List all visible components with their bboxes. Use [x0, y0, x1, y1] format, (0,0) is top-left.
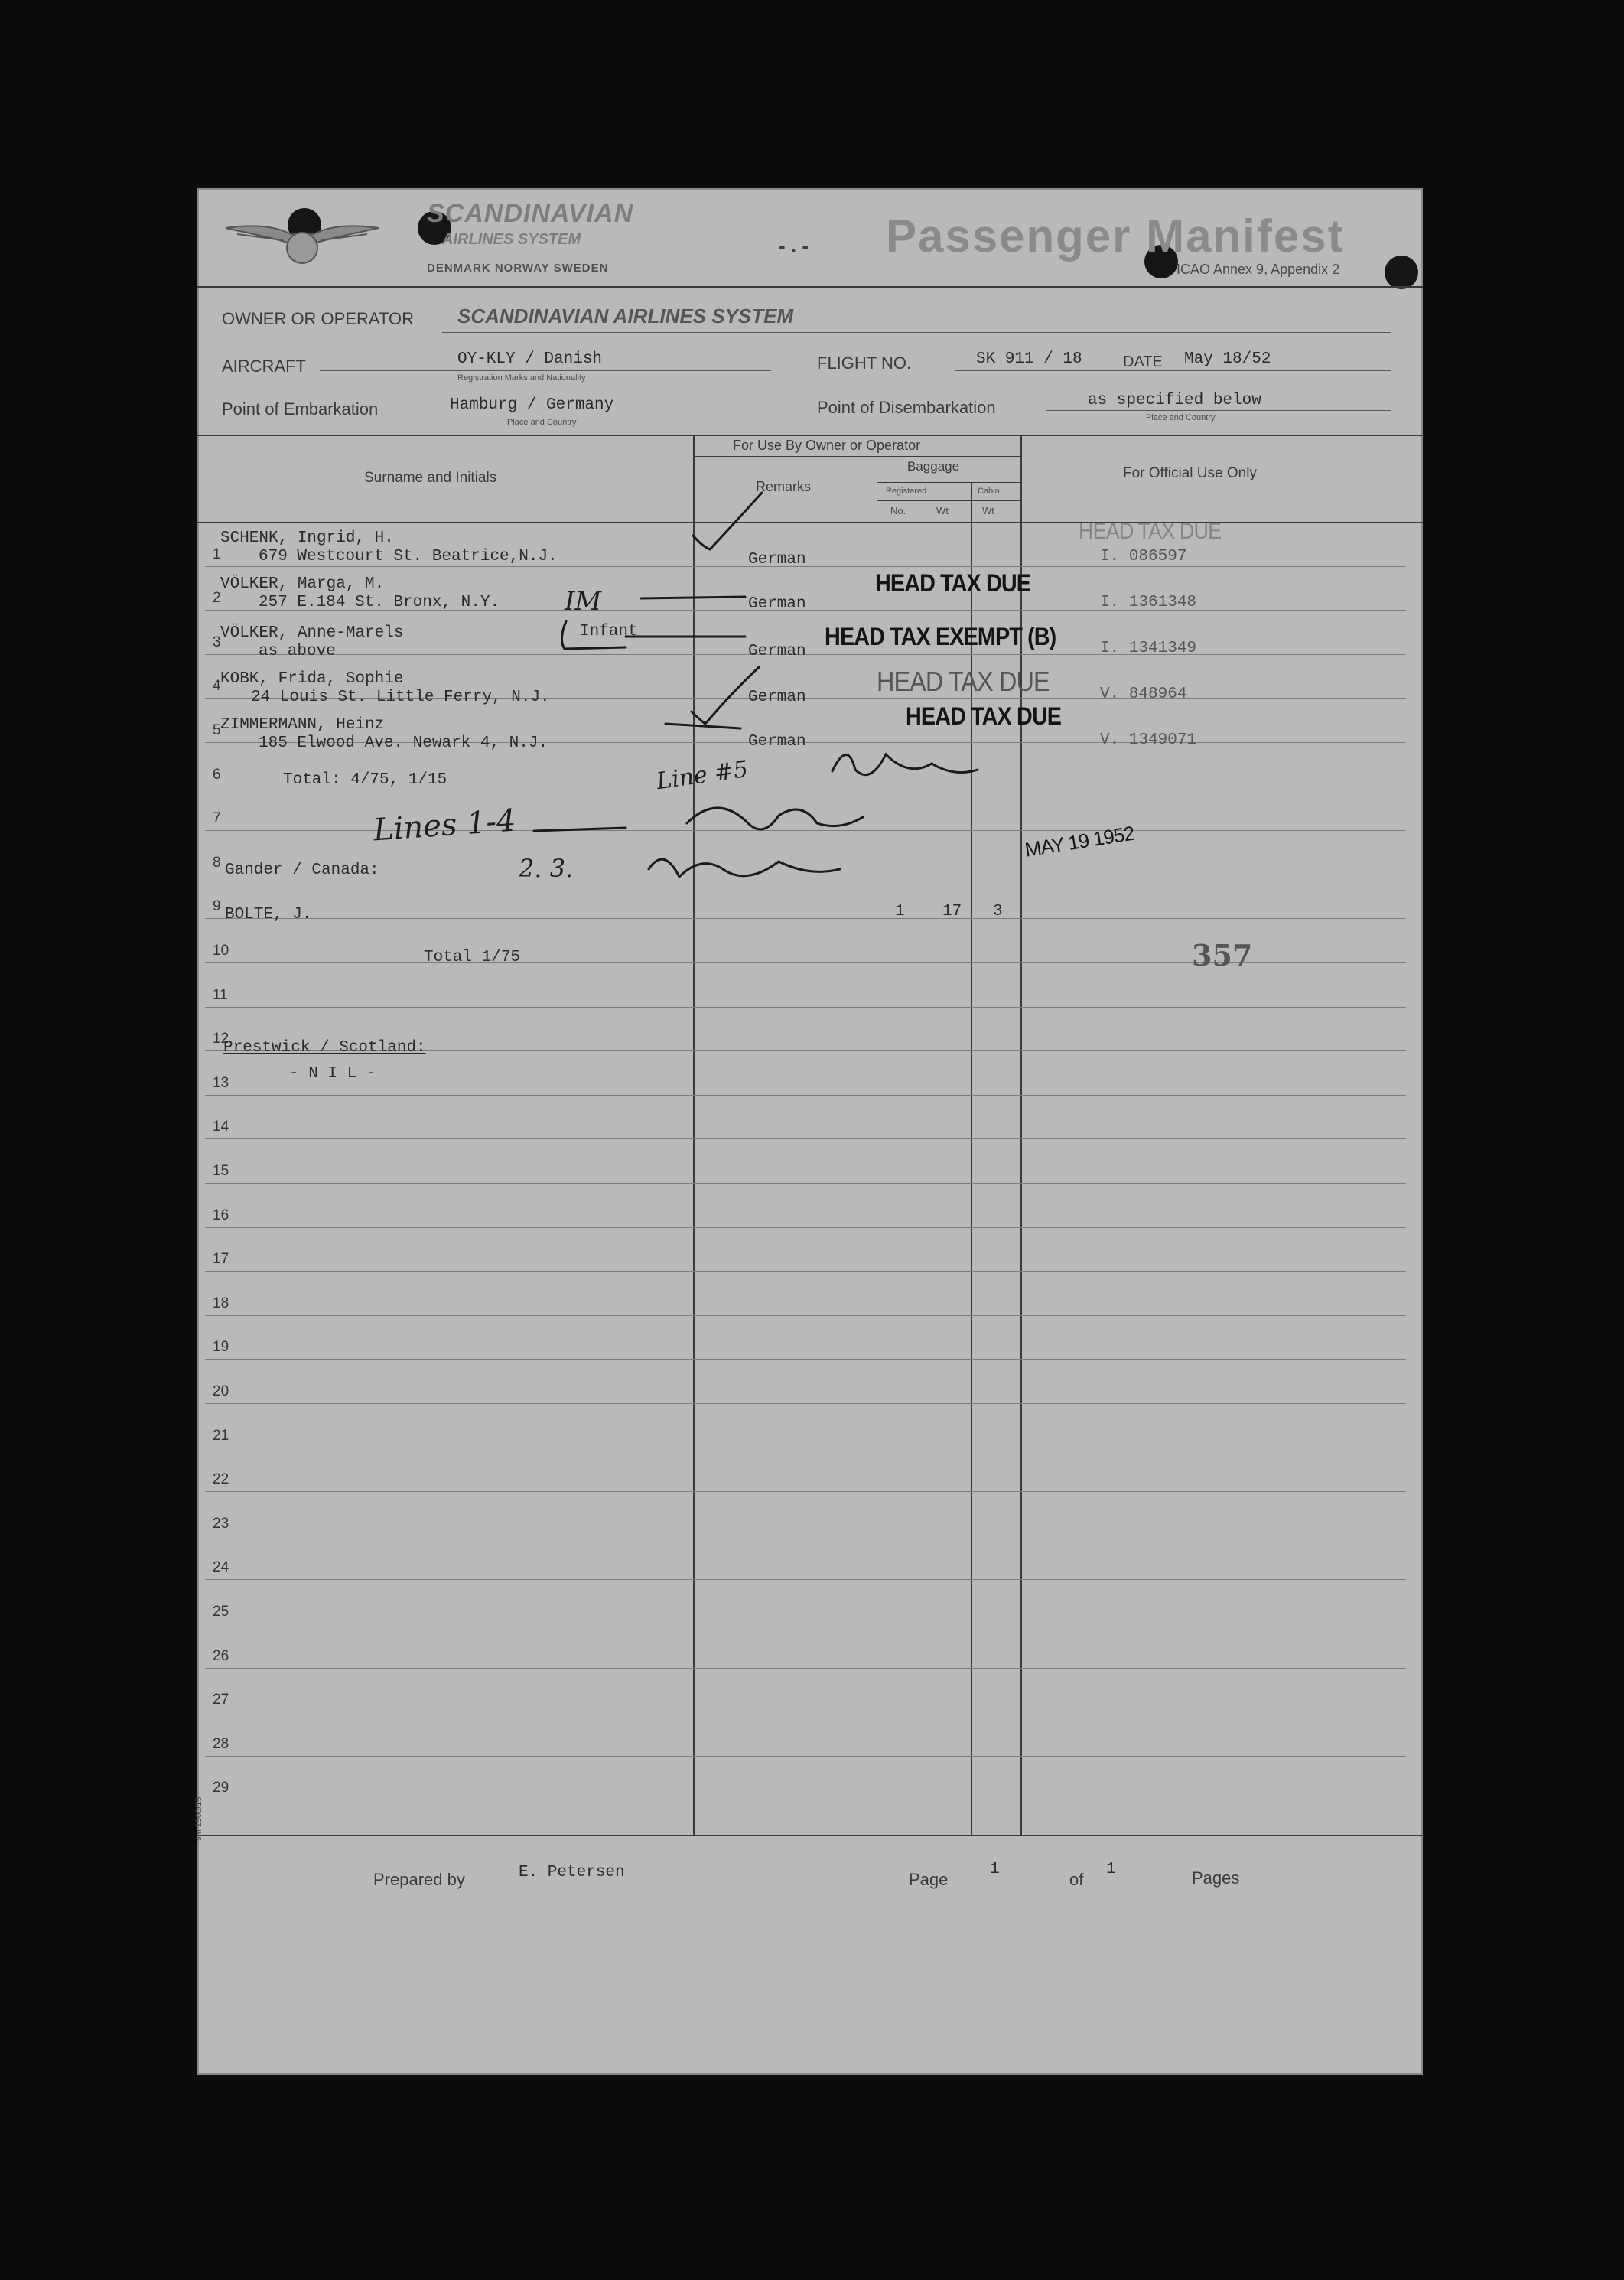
stamp-head-tax-faint: HEAD TAX DUE: [1079, 519, 1222, 544]
airline-subtitle: AIRLINES SYSTEM: [442, 231, 581, 248]
row-number: 17: [213, 1251, 229, 1267]
prepared-by-label: Prepared by: [373, 1870, 465, 1889]
passenger-1-remarks: German: [748, 551, 806, 568]
embarkation-caption: Place and Country: [507, 418, 577, 427]
passenger-4-name: KOBK, Frida, Sophie: [220, 670, 404, 688]
aircraft-caption: Registration Marks and Nationality: [457, 373, 586, 383]
row-rule: [205, 1403, 1406, 1404]
date-label: DATE: [1123, 353, 1163, 370]
row-rule: [205, 1668, 1406, 1669]
row-number: 4: [213, 678, 221, 694]
manifest-sheet: [194, 188, 1423, 2075]
passenger-3-name: VÖLKER, Anne-Marels: [220, 624, 404, 642]
row-rule: [205, 1359, 1406, 1360]
row-number: 10: [213, 943, 229, 959]
row-number: 6: [213, 767, 221, 783]
disembarkation-caption: Place and Country: [1146, 413, 1216, 422]
stamp-head-tax-exempt: HEAD TAX EXEMPT (B): [825, 623, 1056, 650]
document-number: 357: [1192, 938, 1253, 972]
col-cabin-wt: Wt: [982, 505, 994, 516]
row-number: 24: [213, 1559, 229, 1575]
total-line-2: Total 1/75: [424, 949, 521, 966]
col-remarks: Remarks: [756, 479, 812, 494]
passenger-4-official: V. 848964: [1100, 686, 1187, 703]
handwritten-ink-marks: [197, 188, 1423, 1030]
row-number: 13: [213, 1075, 229, 1091]
handwritten-lines1-4: Lines 1-4: [372, 803, 517, 848]
page-value: 1: [990, 1861, 1000, 1878]
row-rule: [205, 1227, 1406, 1228]
aircraft-label: AIRCRAFT: [222, 357, 306, 376]
nil-entry: - N I L -: [289, 1065, 376, 1083]
disembarkation-value: as specified below: [1088, 392, 1261, 409]
stamp-date: MAY 19 1952: [1023, 821, 1136, 862]
date-value: May 18/52: [1184, 350, 1271, 368]
passenger-3-official: I. 1341349: [1100, 640, 1197, 657]
operator-value: SCANDINAVIAN AIRLINES SYSTEM: [457, 305, 794, 327]
bolte-bag-wt: 17: [942, 903, 962, 920]
col-cabin: Cabin: [978, 487, 1000, 496]
row-rule: [205, 1095, 1406, 1096]
gander-heading: Gander / Canada:: [225, 862, 379, 879]
passenger-2-address: 257 E.184 St. Bronx, N.Y.: [259, 594, 500, 611]
bolte-bag-no: 1: [895, 903, 905, 920]
row-number: 23: [213, 1516, 229, 1532]
row-rule: [205, 1183, 1406, 1184]
passenger-3-remarks: German: [748, 643, 806, 660]
col-surname: Surname and Initials: [364, 470, 497, 486]
handwritten-im: IM: [565, 586, 602, 617]
page-label: Page: [909, 1870, 949, 1889]
row-number: 29: [213, 1780, 229, 1796]
row-number: 27: [213, 1692, 229, 1708]
stamp-head-tax-due-3: HEAD TAX DUE: [906, 702, 1062, 730]
form-code: sm 1500/15: [194, 1796, 203, 1841]
row-number: 16: [213, 1207, 229, 1223]
page-title: Passenger Manifest: [886, 210, 1345, 262]
passenger-1-official: I. 086597: [1100, 548, 1187, 565]
row-number: 7: [213, 810, 221, 826]
row-rule: [205, 1315, 1406, 1316]
row-rule: [205, 1271, 1406, 1272]
passenger-4-remarks: German: [748, 689, 806, 706]
row-number: 5: [213, 722, 221, 738]
row-number: 15: [213, 1163, 229, 1179]
passenger-2-remarks: German: [748, 595, 806, 613]
operator-label: OWNER OR OPERATOR: [222, 309, 414, 328]
disembarkation-label: Point of Disembarkation: [817, 398, 996, 417]
passenger-3-address: as above: [259, 643, 336, 660]
row-number: 21: [213, 1428, 229, 1444]
bolte-name: BOLTE, J.: [225, 906, 312, 923]
row-number: 1: [213, 546, 221, 562]
row-number: 20: [213, 1383, 229, 1399]
passenger-1-name: SCHENK, Ingrid, H.: [220, 529, 394, 547]
col-wt: Wt: [936, 505, 949, 516]
bolte-cabin-wt: 3: [993, 903, 1003, 920]
handwritten-lines2-3: 2. 3.: [519, 854, 574, 883]
stamp-head-tax-due-1: HEAD TAX DUE: [875, 569, 1031, 597]
passenger-5-remarks: German: [748, 733, 806, 751]
pages-label: Pages: [1192, 1868, 1240, 1888]
passenger-5-address: 185 Elwood Ave. Newark 4, N.J.: [259, 734, 548, 752]
col-official: For Official Use Only: [1123, 465, 1257, 481]
col-owner-use: For Use By Owner or Operator: [733, 438, 921, 453]
passenger-2-official: I. 1361348: [1100, 594, 1197, 611]
total-line-1: Total: 4/75, 1/15: [283, 771, 447, 789]
flight-value: SK 911 / 18: [976, 350, 1082, 368]
col-no: No.: [890, 505, 906, 516]
col-baggage: Baggage: [907, 459, 960, 474]
header-dots: - . -: [779, 234, 809, 257]
passenger-2-name: VÖLKER, Marga, M.: [220, 575, 385, 593]
row-number: 14: [213, 1119, 229, 1135]
stamp-head-tax-due-2: HEAD TAX DUE: [877, 666, 1050, 697]
col-registered: Registered: [886, 487, 927, 496]
row-number: 22: [213, 1471, 229, 1487]
embarkation-label: Point of Embarkation: [222, 399, 379, 419]
row-number: 3: [213, 634, 221, 650]
passenger-5-official: V. 1349071: [1100, 731, 1197, 749]
row-rule: [205, 1579, 1406, 1580]
prestwick-heading: Prestwick / Scotland:: [223, 1039, 426, 1057]
passenger-1-address: 679 Westcourt St. Beatrice,N.J.: [259, 548, 558, 565]
airline-countries: DENMARK NORWAY SWEDEN: [427, 262, 609, 275]
row-number: 9: [213, 898, 221, 914]
row-number: 19: [213, 1339, 229, 1355]
passenger-5-name: ZIMMERMANN, Heinz: [220, 716, 385, 734]
passenger-3-note: Infant: [580, 623, 638, 640]
airline-name: SCANDINAVIAN: [427, 199, 634, 228]
aircraft-value: OY-KLY / Danish: [457, 350, 603, 368]
row-number: 12: [213, 1031, 229, 1047]
row-number: 28: [213, 1736, 229, 1752]
row-rule: [205, 1491, 1406, 1492]
row-rule: [205, 1756, 1406, 1757]
row-number: 2: [213, 590, 221, 606]
prepared-by-value: E. Petersen: [519, 1864, 625, 1881]
row-number: 8: [213, 855, 221, 871]
icao-reference: ICAO Annex 9, Appendix 2: [1177, 262, 1340, 277]
row-rule: [205, 1138, 1406, 1139]
row-number: 11: [213, 987, 228, 1003]
row-number: 25: [213, 1604, 229, 1620]
of-value: 1: [1106, 1861, 1116, 1878]
passenger-4-address: 24 Louis St. Little Ferry, N.J.: [251, 689, 550, 706]
row-number: 18: [213, 1295, 229, 1311]
of-label: of: [1069, 1870, 1084, 1889]
handwritten-line5: Line #5: [655, 755, 750, 796]
embarkation-value: Hamburg / Germany: [450, 396, 614, 414]
flight-label: FLIGHT NO.: [817, 353, 912, 373]
row-number: 26: [213, 1648, 229, 1664]
